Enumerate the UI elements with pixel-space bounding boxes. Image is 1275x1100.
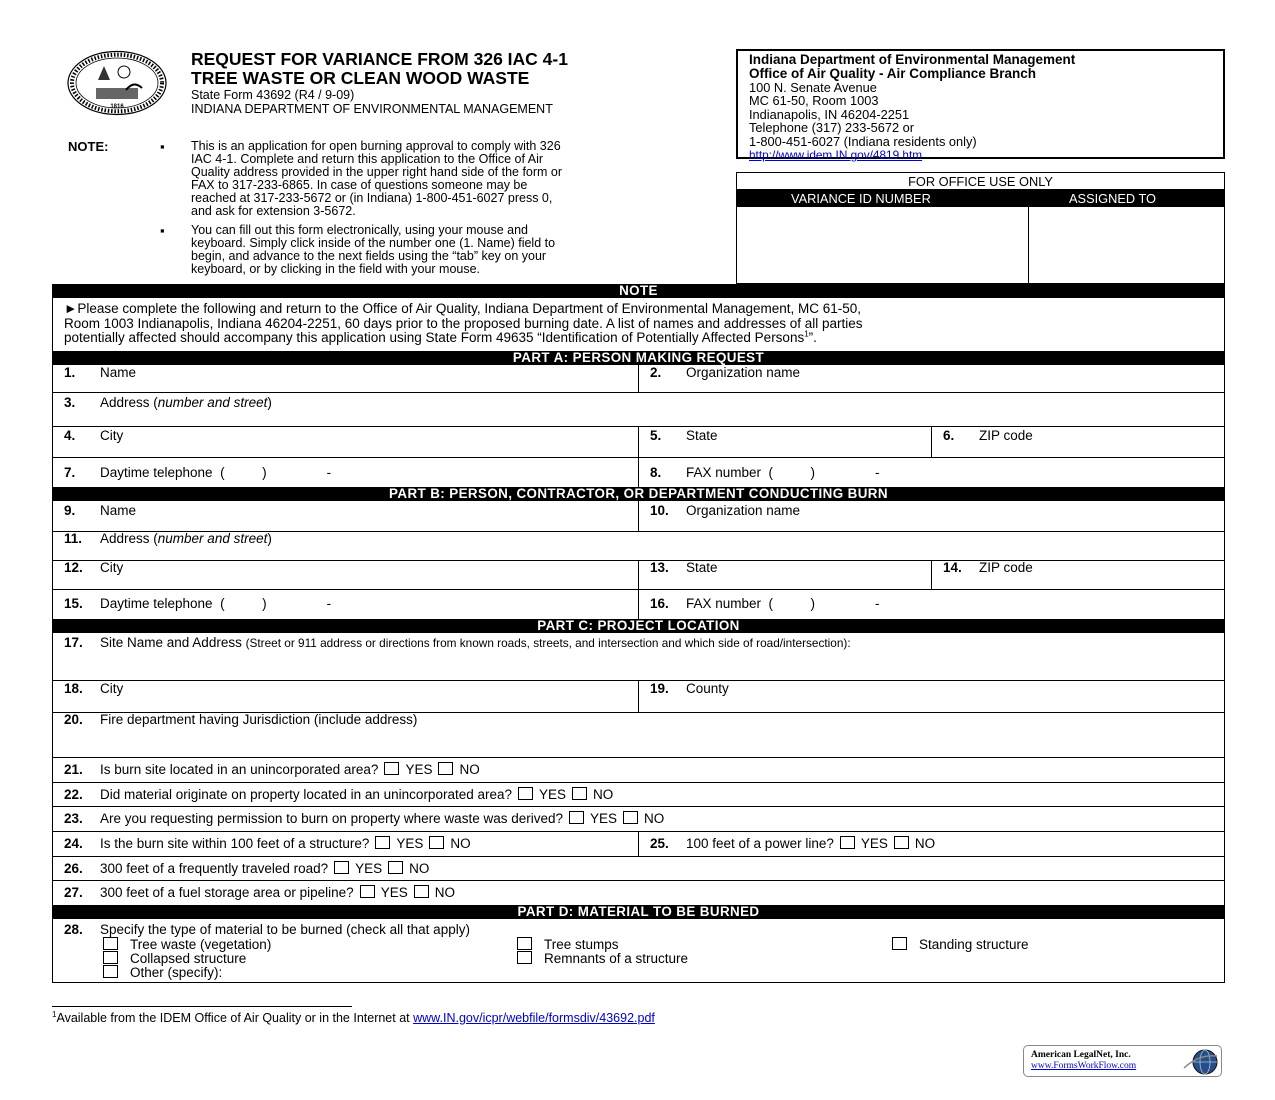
field-num: 20. xyxy=(64,712,83,727)
q25-no-checkbox[interactable] xyxy=(894,836,909,849)
field-num: 1. xyxy=(64,365,76,380)
yes-label: YES xyxy=(380,885,408,900)
row-line xyxy=(52,589,1225,590)
note-p1-line: FAX to 317-233-6865. In case of questions someone may be xyxy=(191,177,528,192)
agency-city: Indianapolis, IN 46204-2251 xyxy=(749,106,910,122)
field-num: 28. xyxy=(64,922,83,937)
option-tree-stumps[interactable] xyxy=(517,937,619,952)
part-d-header: PART D: MATERIAL TO BE BURNED xyxy=(52,905,1225,919)
option-remnants[interactable] xyxy=(517,951,688,966)
question-26 xyxy=(64,861,429,876)
agency-address-box xyxy=(736,49,1225,163)
question-25 xyxy=(650,836,935,851)
field-num: 23. xyxy=(64,811,83,826)
field-num: 18. xyxy=(64,681,83,696)
logo-url[interactable]: www.FormsWorkFlow.com xyxy=(1031,1061,1137,1071)
field-7-phone[interactable] xyxy=(64,465,331,480)
row-line xyxy=(52,392,1225,393)
form-title-line2: TREE WASTE OR CLEAN WOOD WASTE xyxy=(191,68,530,88)
footnote-text: Available from the IDEM Office of Air Quality or in the Internet at xyxy=(56,1011,414,1026)
field-num: 22. xyxy=(64,787,83,802)
note-p2-line: You can fill out this form electronically, using your mouse and xyxy=(191,223,528,237)
no-label: NO xyxy=(409,861,430,876)
option-label: Remnants of a structure xyxy=(544,951,689,966)
q23-yes-checkbox[interactable] xyxy=(569,811,584,824)
field-num: 21. xyxy=(64,762,83,777)
question-27 xyxy=(64,885,455,900)
field-num: 3. xyxy=(64,395,76,410)
field-label: Site Name and Address xyxy=(100,635,246,650)
field-4-city[interactable] xyxy=(64,428,123,443)
note-p1-line: reached at 317-233-5672 or (in Indiana) 1-800-451-6027 press 0, xyxy=(191,190,553,205)
col-divider xyxy=(931,560,932,589)
q27-no-checkbox[interactable] xyxy=(414,885,429,898)
field-15-phone[interactable] xyxy=(64,596,331,611)
footnote-link[interactable]: www.IN.gov/icpr/webfile/formsdiv/43692.pdf xyxy=(413,1011,655,1026)
question-28 xyxy=(64,922,470,937)
field-num: 2. xyxy=(650,365,662,380)
field-8-fax[interactable] xyxy=(650,465,880,480)
field-label: Daytime telephone ( ) - xyxy=(100,465,332,480)
field-label-italic: number and street xyxy=(157,531,268,546)
yes-label: YES xyxy=(405,762,433,777)
footnote-ref: 1 xyxy=(804,329,809,339)
field-label: Did material originate on property located in an unincorporated area? xyxy=(100,787,513,802)
part-c-header: PART C: PROJECT LOCATION xyxy=(52,619,1225,633)
field-label: Address ( xyxy=(100,395,158,410)
col-divider xyxy=(638,831,639,856)
field-19-county[interactable] xyxy=(650,681,729,696)
field-num: 12. xyxy=(64,560,83,575)
assigned-to-header: ASSIGNED TO xyxy=(1069,191,1156,206)
option-tree-waste[interactable] xyxy=(103,937,271,952)
note-paragraph-2 xyxy=(191,224,696,276)
agency-telephone: Telephone (317) 233-5672 or xyxy=(749,120,915,136)
field-label: State xyxy=(686,428,718,443)
field-16-fax[interactable] xyxy=(650,596,880,611)
field-num: 13. xyxy=(650,560,669,575)
field-hint: (Street or 911 address or directions from known roads, streets, and intersection and which side of road/intersection): xyxy=(245,636,851,650)
field-label: Specify the type of material to be burned (check all that apply) xyxy=(100,922,470,937)
field-label: Address ( xyxy=(100,531,158,546)
no-label: NO xyxy=(914,836,936,851)
agency-branch: Office of Air Quality - Air Compliance Branch xyxy=(749,66,1037,81)
field-3-address[interactable] xyxy=(64,395,272,410)
svg-text:1816: 1816 xyxy=(110,104,124,110)
yes-label: YES xyxy=(860,836,888,851)
q21-yes-checkbox[interactable] xyxy=(384,762,399,775)
field-label: City xyxy=(100,428,124,443)
field-num: 26. xyxy=(64,861,83,876)
checkbox[interactable] xyxy=(517,937,532,950)
q24-no-checkbox[interactable] xyxy=(429,836,444,849)
field-num: 5. xyxy=(650,428,662,443)
field-num: 24. xyxy=(64,836,83,851)
row-line xyxy=(52,457,1225,458)
field-13-state[interactable] xyxy=(650,560,718,575)
row-line xyxy=(52,856,1225,857)
col-divider xyxy=(638,501,639,531)
q27-yes-checkbox[interactable] xyxy=(360,885,375,898)
field-label: ZIP code xyxy=(979,428,1033,443)
field-label: Fire department having Jurisdiction (include address) xyxy=(100,712,418,727)
q25-yes-checkbox[interactable] xyxy=(840,836,855,849)
question-21 xyxy=(64,762,480,777)
field-label: 300 feet of a frequently traveled road? xyxy=(100,861,329,876)
field-label: Name xyxy=(100,365,137,380)
office-use-header-bar xyxy=(737,190,1224,207)
question-24 xyxy=(64,836,471,851)
question-23 xyxy=(64,811,664,826)
note-line-end: ”. xyxy=(808,330,817,345)
field-num: 19. xyxy=(650,681,669,696)
field-label: City xyxy=(100,681,124,696)
note-line: ►Please complete the following and return to the Office of Air Quality, Indiana Department of Environmental Management, MC 61-50, xyxy=(64,301,862,316)
q26-no-checkbox[interactable] xyxy=(388,861,403,874)
note-line: potentially affected should accompany this application using State Form 49635 “Identification of Potentially Affected Persons xyxy=(64,330,805,345)
note-p1-line: This is an application for open burning approval to comply with 326 xyxy=(191,139,561,153)
field-num: 17. xyxy=(64,635,83,650)
field-label: Are you requesting permission to burn on property where waste was derived? xyxy=(100,811,563,826)
yes-label: YES xyxy=(590,811,618,826)
note-line-3 xyxy=(64,331,1214,346)
checkbox[interactable] xyxy=(892,937,907,950)
col-divider xyxy=(638,680,639,712)
field-label: FAX number ( ) - xyxy=(686,596,880,611)
field-1-name[interactable] xyxy=(64,365,136,380)
department-name: INDIANA DEPARTMENT OF ENVIRONMENTAL MANAGEMENT xyxy=(191,102,553,116)
field-label: ZIP code xyxy=(979,560,1033,575)
col-divider xyxy=(638,365,639,392)
yes-label: YES xyxy=(396,836,424,851)
yes-label: YES xyxy=(539,787,567,802)
field-label: Organization name xyxy=(686,503,801,518)
row-line xyxy=(52,782,1225,783)
no-label: NO xyxy=(459,762,480,777)
field-12-city[interactable] xyxy=(64,560,123,575)
yes-label: YES xyxy=(355,861,383,876)
row-line xyxy=(52,880,1225,881)
field-num: 10. xyxy=(650,503,669,518)
form-subtitle xyxy=(191,88,553,116)
agency-name: Indiana Department of Environmental Management xyxy=(749,52,1076,67)
field-label: Is burn site located in an unincorporated area? xyxy=(100,762,379,777)
office-use-box xyxy=(736,172,1225,284)
checkbox[interactable] xyxy=(517,951,532,964)
q24-yes-checkbox[interactable] xyxy=(375,836,390,849)
logo-company-name: American LegalNet, Inc. xyxy=(1031,1050,1131,1060)
field-num: 4. xyxy=(64,428,76,443)
part-a-header: PART A: PERSON MAKING REQUEST xyxy=(52,351,1225,365)
field-label: Organization name xyxy=(686,365,801,380)
field-label: 100 feet of a power line? xyxy=(686,836,834,851)
field-17-site[interactable] xyxy=(64,635,851,651)
footnote xyxy=(52,1010,655,1025)
option-label: Collapsed structure xyxy=(130,951,247,966)
field-num: 9. xyxy=(64,503,76,518)
field-label: Name xyxy=(100,503,137,518)
agency-url-link[interactable]: http://www.idem.IN.gov/4819.htm xyxy=(749,148,923,163)
q26-yes-checkbox[interactable] xyxy=(334,861,349,874)
field-5-state[interactable] xyxy=(650,428,718,443)
field-label: Daytime telephone ( ) - xyxy=(100,596,332,611)
agency-street: 100 N. Senate Avenue xyxy=(749,80,877,95)
checkbox[interactable] xyxy=(103,951,118,964)
field-num: 11. xyxy=(64,531,83,546)
bullet-2: ▪ xyxy=(160,223,165,238)
field-num: 14. xyxy=(943,560,962,575)
no-label: NO xyxy=(593,787,614,802)
field-label: City xyxy=(100,560,124,575)
note-label: NOTE: xyxy=(68,139,109,154)
note-section-text xyxy=(64,302,1214,346)
note-p2-line: begin, and advance to the next fields using the “tab” key on your xyxy=(191,248,547,263)
form-title xyxy=(191,50,568,88)
field-2-organization[interactable] xyxy=(650,365,800,380)
field-label: County xyxy=(686,681,729,696)
field-14-zip[interactable] xyxy=(943,560,1033,575)
field-num: 7. xyxy=(64,465,76,480)
variance-id-field[interactable] xyxy=(737,207,1027,284)
part-b-header: PART B: PERSON, CONTRACTOR, OR DEPARTMENT CONDUCTING BURN xyxy=(52,487,1225,501)
indiana-state-seal xyxy=(66,50,168,116)
variance-id-header: VARIANCE ID NUMBER xyxy=(791,191,931,206)
option-label: Other (specify): xyxy=(130,965,223,980)
field-num: 8. xyxy=(650,465,662,480)
no-label: NO xyxy=(450,836,471,851)
note-p1-line: IAC 4-1. Complete and return this application to the Office of Air xyxy=(191,151,544,166)
q22-no-checkbox[interactable] xyxy=(572,787,587,800)
option-standing-structure[interactable] xyxy=(892,937,1029,952)
option-collapsed-structure[interactable] xyxy=(103,951,246,966)
row-line xyxy=(52,806,1225,807)
note-section-header: NOTE xyxy=(52,284,1225,298)
option-label: Standing structure xyxy=(919,937,1029,952)
no-label: NO xyxy=(644,811,665,826)
field-10-organization[interactable] xyxy=(650,503,800,518)
footnote-mark: 1 xyxy=(52,1010,57,1019)
field-num: 6. xyxy=(943,428,955,443)
field-label: State xyxy=(686,560,718,575)
field-11-address[interactable] xyxy=(64,531,272,546)
footnote-separator xyxy=(52,1006,352,1007)
q22-yes-checkbox[interactable] xyxy=(518,787,533,800)
option-label: Tree waste (vegetation) xyxy=(130,937,272,952)
assigned-to-field[interactable] xyxy=(1029,207,1224,284)
field-num: 25. xyxy=(650,836,669,851)
globe-icon xyxy=(1181,1048,1219,1076)
no-label: NO xyxy=(434,885,455,900)
note-p1-line: Quality address provided in the upper right hand side of the form or xyxy=(191,164,563,179)
field-label: FAX number ( ) - xyxy=(686,465,880,480)
agency-room: MC 61-50, Room 1003 xyxy=(749,93,879,109)
note-p2-line: keyboard. Simply click inside of the number one (1. Name) field to xyxy=(191,235,556,250)
agency-tollfree: 1-800-451-6027 (Indiana residents only) xyxy=(749,133,977,149)
field-18-city[interactable] xyxy=(64,681,123,696)
field-label-end: ) xyxy=(267,531,272,546)
col-divider xyxy=(931,426,932,457)
question-22 xyxy=(64,787,613,802)
note-p2-line: keyboard, or by clicking in the field with your mouse. xyxy=(191,261,481,276)
checkbox[interactable] xyxy=(103,937,118,950)
field-9-name[interactable] xyxy=(64,503,136,518)
option-other[interactable] xyxy=(103,965,222,980)
option-label: Tree stumps xyxy=(544,937,619,952)
form-title-line1: REQUEST FOR VARIANCE FROM 326 IAC 4-1 xyxy=(191,49,568,69)
field-num: 15. xyxy=(64,596,83,611)
american-legalnet-logo[interactable] xyxy=(1023,1045,1222,1077)
row-line xyxy=(52,757,1225,758)
form-number: State Form 43692 (R4 / 9-09) xyxy=(191,88,355,102)
field-label-italic: number and street xyxy=(157,395,268,410)
field-6-zip[interactable] xyxy=(943,428,1033,443)
q23-no-checkbox[interactable] xyxy=(623,811,638,824)
q21-no-checkbox[interactable] xyxy=(438,762,453,775)
bullet-1: ▪ xyxy=(160,139,165,154)
field-label: Is the burn site within 100 feet of a structure? xyxy=(100,836,370,851)
note-paragraph-1 xyxy=(191,140,696,217)
field-num: 16. xyxy=(650,596,669,611)
office-use-title: FOR OFFICE USE ONLY xyxy=(737,173,1224,190)
field-num: 27. xyxy=(64,885,83,900)
field-label-end: ) xyxy=(267,395,272,410)
field-20-fire-department[interactable] xyxy=(64,712,417,727)
note-p1-line: and ask for extension 3-5672. xyxy=(191,203,356,218)
note-line: Room 1003 Indianapolis, Indiana 46204-2251, 60 days prior to the proposed burning date. A list of names and addresses of all parties xyxy=(64,315,863,331)
checkbox[interactable] xyxy=(103,965,118,978)
field-label: 300 feet of a fuel storage area or pipeline? xyxy=(100,885,354,900)
